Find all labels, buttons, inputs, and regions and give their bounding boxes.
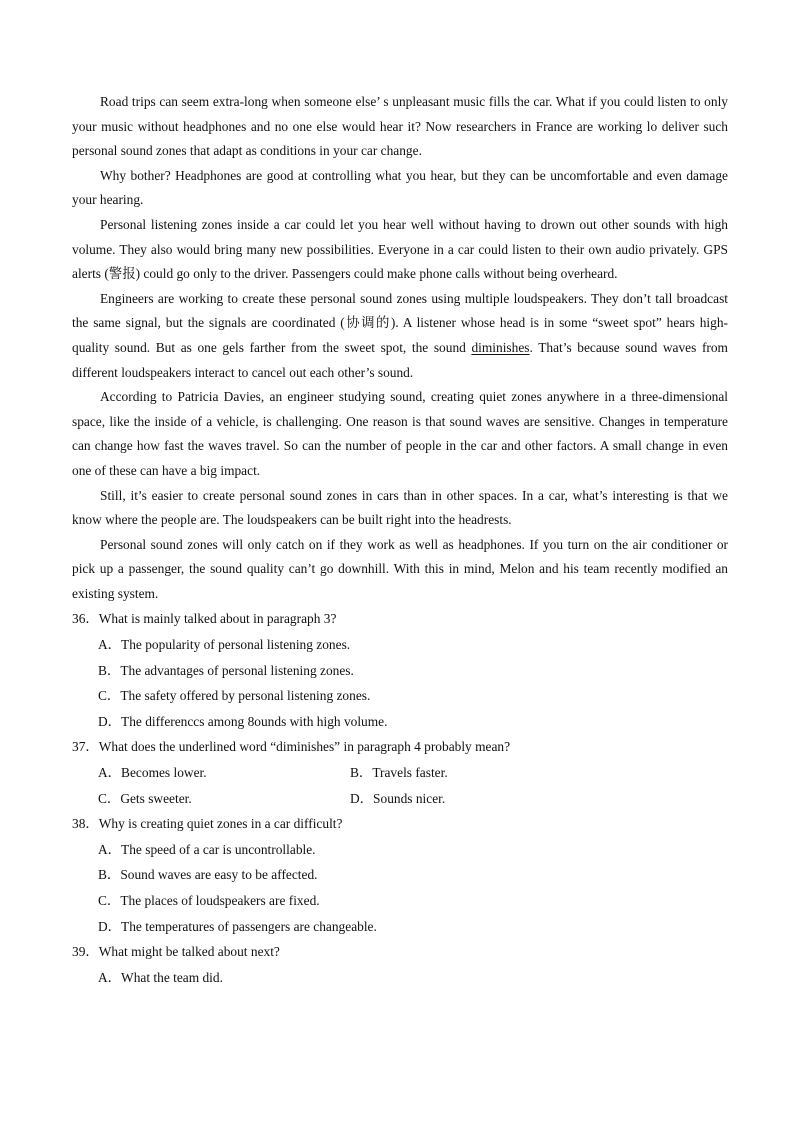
question-stem: 37．What does the underlined word “diminishes” in paragraph 4 probably mean? [72,739,511,755]
document-page [72,90,728,990]
option-b: B．Travels faster. [350,765,448,781]
question-37 [72,734,728,811]
underlined-word: diminishes [471,339,530,355]
question-stem: 38．Why is creating quiet zones in a car difficult? [72,816,343,832]
option-a: A．What the team did. [98,969,223,985]
question-stem: 36．What is mainly talked about in paragraph 3? [72,611,337,627]
question-38 [72,811,728,939]
option-c: C．The places of loudspeakers are fixed. [98,893,320,908]
passage-paragraph-7: Personal sound zones will only catch on if they work as well as headphones. If you turn on the air conditioner or pick up a passenger, the sound quality can’t go downhill. With this in mind, Melon and his team recently modified an existing system. [72,536,728,601]
option-d: D．The temperatures of passengers are changeable. [98,918,377,934]
question-39 [72,939,728,990]
option-a: A．The speed of a car is uncontrollable. [98,841,316,857]
option-d: D．The differenccs among 8ounds with high volume. [98,713,388,729]
passage-paragraph-3: Personal listening zones inside a car could let you hear well without having to drown out other sounds with high volume. They also would bring many new possibilities. Everyone in a car could listen to their own audio privately. GPS alerts (警报) could go only to the driver. Passengers could make phone calls without being overheard. [72,216,728,282]
question-stem: 39．What might be talked about next? [72,944,280,960]
passage-paragraph-4 [72,287,728,385]
passage-paragraph-5: According to Patricia Davies, an engineer studying sound, creating quiet zones anywhere in a three-dimensional space, like the inside of a vehicle, is challenging. One reason is that sound waves are sensitive. Changes in temperature can change how fast the waves travel. So can the number of people in the car and other factors. A small change in even one of these can have a big impact. [72,389,728,478]
passage-paragraph-6: Still, it’s easier to create personal sound zones in cars than in other spaces. In a car, what’s interesting is that we know where the people are. The loudspeakers can be built right into the headrests. [72,487,728,528]
option-c: C．Gets sweeter. [98,790,192,806]
option-a: A．Becomes lower. [98,765,207,781]
option-a: A．The popularity of personal listening zones. [98,637,351,653]
option-row-2 [72,786,728,812]
option-c: C．The safety offered by personal listening zones. [98,688,371,704]
option-b: B．The advantages of personal listening zones. [98,662,354,678]
option-d: D．Sounds nicer. [350,790,446,806]
option-row-1 [72,760,728,786]
option-b: B．Sound waves are easy to be affected. [98,867,318,883]
question-36 [72,606,728,734]
passage-paragraph-2: Why bother? Headphones are good at controlling what you hear, but they can be uncomfortable and even damage your hearing. [72,167,728,208]
passage-paragraph-1: Road trips can seem extra-long when someone else’ s unpleasant music fills the car. What if you could listen to only your music without headphones and no one else would hear it? Now researchers in France are working lo deliver such personal sound zones that adapt as conditions in your car change. [72,94,728,159]
paragraph-4-text-before: Engineers are working to create these personal sound zones using multiple loudspeakers. They don’t tall broadcast the same signal, but the signals are coordinated (协调的). A listener whose head is in some “sweet spot” hears high-quality sound. But as one gels farther from the sweet spot, the sound [72,290,728,355]
paragraph-4-text-after: . That’s because sound waves from different loudspeakers interact to cancel out each other’s sound. [72,339,728,380]
